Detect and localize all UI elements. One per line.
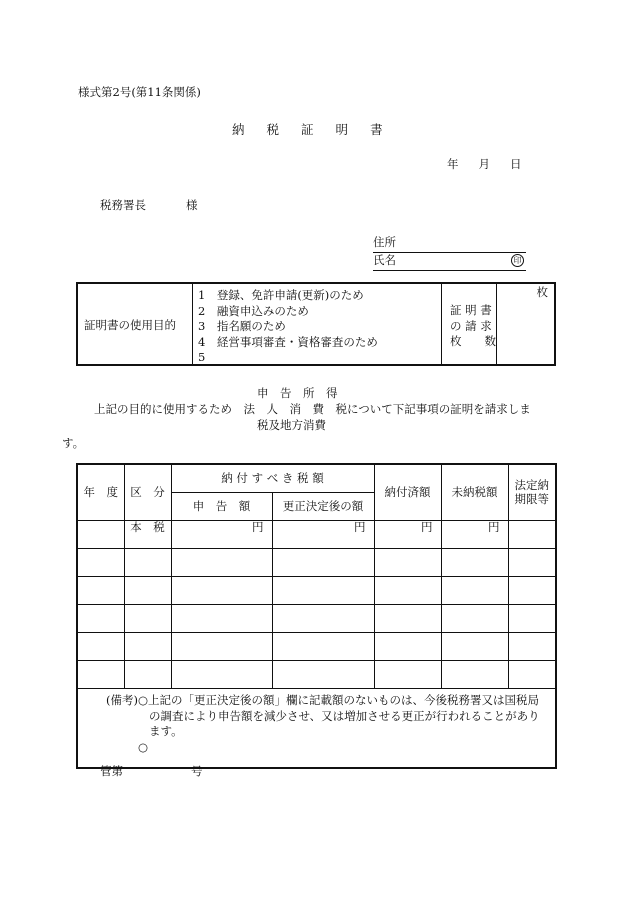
cell-unpaid[interactable] — [441, 661, 508, 689]
cell-year[interactable] — [77, 661, 124, 689]
cell-type[interactable] — [124, 549, 171, 577]
cell-year[interactable] — [77, 605, 124, 633]
cell-revised[interactable] — [272, 633, 374, 661]
cell-year[interactable] — [77, 521, 124, 549]
cert-count-line: の 請 求 — [450, 318, 492, 333]
address-label: 住所 — [373, 235, 396, 249]
purpose-item[interactable]: 3 指名願のため — [198, 319, 286, 333]
header-deadline — [508, 464, 556, 521]
purpose-label-cell — [78, 284, 193, 364]
document-title — [232, 122, 405, 137]
purpose-item[interactable]: 2 融資申込みのため — [198, 303, 309, 318]
cell-unpaid[interactable]: 円 — [441, 521, 508, 549]
title-char: 納 — [232, 122, 245, 137]
header-type: 区 分 — [124, 464, 171, 521]
header-deadline-line: 法定納 — [514, 477, 549, 492]
title-char: 証 — [301, 122, 314, 137]
purpose-list — [198, 288, 378, 366]
header-payable: 納 付 す べ き 税 額 — [171, 464, 374, 493]
request-option-income: 申 告 所 得 — [257, 386, 338, 400]
header-paid: 納付済額 — [374, 464, 441, 521]
cell-paid[interactable] — [374, 605, 441, 633]
notes-line: の調査により申告額を減少させ、又は増加させる更正が行われることがあり — [148, 708, 540, 723]
cell-declared[interactable] — [171, 661, 272, 689]
tax-table — [76, 463, 557, 769]
cert-count-line: 枚 数 — [450, 334, 496, 348]
cell-deadline[interactable] — [508, 577, 556, 605]
cell-declared[interactable]: 円 — [171, 521, 272, 549]
notes-cell — [77, 689, 556, 769]
cell-year[interactable] — [77, 633, 124, 661]
cell-year[interactable] — [77, 549, 124, 577]
notes-line: ます。 — [148, 724, 183, 738]
name-label: 氏名 — [373, 253, 396, 267]
notes-text — [138, 693, 549, 755]
header-unpaid: 未納税額 — [441, 464, 508, 521]
address-field[interactable] — [373, 236, 526, 253]
title-char: 明 — [335, 122, 349, 137]
cell-type[interactable] — [124, 605, 171, 633]
request-sentence: 上記の目的に使用するため 法 人 消 費 税について下記事項の証明を請求しま — [94, 402, 531, 416]
addressee-office: 税務署長 — [100, 198, 146, 212]
cell-deadline[interactable] — [508, 633, 556, 661]
cell-paid[interactable] — [374, 549, 441, 577]
cell-revised[interactable] — [272, 661, 374, 689]
cell-type: 本 税 — [124, 521, 171, 549]
table-row — [77, 549, 556, 577]
cell-paid[interactable] — [374, 661, 441, 689]
table-row — [77, 633, 556, 661]
cell-deadline[interactable] — [508, 549, 556, 577]
notes-line: ○上記の「更正決定後の額」欄に記載額のないものは、今後税務署又は国税局 — [137, 693, 540, 707]
date-month-label: 月 — [478, 157, 490, 171]
addressee-suffix: 様 — [186, 198, 198, 212]
document-number-prefix: 管第 — [100, 764, 123, 778]
purpose-item[interactable]: 4 経営事項審査・資格審査のため — [198, 334, 378, 349]
cell-deadline[interactable] — [508, 661, 556, 689]
table-row — [77, 521, 556, 549]
cell-declared[interactable] — [171, 605, 272, 633]
cell-paid[interactable] — [374, 577, 441, 605]
cell-deadline[interactable] — [508, 605, 556, 633]
cell-type[interactable] — [124, 633, 171, 661]
cell-paid[interactable] — [374, 633, 441, 661]
purpose-item[interactable]: 1 登録、免許申請(更新)のため — [198, 288, 364, 302]
cell-unpaid[interactable] — [441, 549, 508, 577]
cell-unpaid[interactable] — [441, 577, 508, 605]
addressee — [100, 199, 198, 213]
cell-revised[interactable] — [272, 549, 374, 577]
cert-count-line: 証 明 書 — [450, 303, 492, 317]
purpose-section — [76, 282, 556, 366]
date-day-label: 日 — [510, 157, 522, 171]
cell-declared[interactable] — [171, 549, 272, 577]
table-row — [77, 605, 556, 633]
cell-paid[interactable]: 円 — [374, 521, 441, 549]
name-field[interactable] — [373, 254, 526, 271]
seal-mark-icon: 印 — [511, 254, 524, 267]
table-row — [77, 577, 556, 605]
purpose-label: 証明書の使用目的 — [84, 318, 176, 332]
cell-declared[interactable] — [171, 633, 272, 661]
cell-year[interactable] — [77, 577, 124, 605]
cert-count-label — [450, 303, 496, 350]
request-option-consumption: 税及地方消費 — [257, 418, 326, 432]
cell-revised[interactable]: 円 — [272, 521, 374, 549]
request-sentence-end: す。 — [62, 436, 85, 450]
cell-deadline[interactable] — [508, 521, 556, 549]
cell-revised[interactable] — [272, 577, 374, 605]
cell-revised[interactable] — [272, 605, 374, 633]
title-char: 書 — [370, 122, 383, 137]
cell-unpaid[interactable] — [441, 605, 508, 633]
form-number-label: 様式第2号(第11条関係) — [78, 85, 201, 99]
header-revised: 更正決定後の額 — [272, 493, 374, 521]
header-deadline-line: 期限等 — [514, 491, 549, 506]
date-field — [447, 158, 542, 172]
document-number — [100, 765, 203, 779]
header-declared: 申 告 額 — [171, 493, 272, 521]
table-row — [77, 661, 556, 689]
title-char: 税 — [266, 122, 280, 137]
cert-count-unit: 枚 — [536, 285, 548, 299]
document-number-suffix: 号 — [191, 764, 203, 778]
cell-declared[interactable] — [171, 577, 272, 605]
notes-line: ○ — [137, 739, 149, 754]
cell-type[interactable] — [124, 661, 171, 689]
notes-head: (備考) — [106, 693, 138, 707]
header-year: 年 度 — [77, 464, 124, 521]
cell-type[interactable] — [124, 577, 171, 605]
purpose-item[interactable]: 5 — [198, 350, 206, 364]
cell-unpaid[interactable] — [441, 633, 508, 661]
date-year-label: 年 — [447, 157, 459, 171]
